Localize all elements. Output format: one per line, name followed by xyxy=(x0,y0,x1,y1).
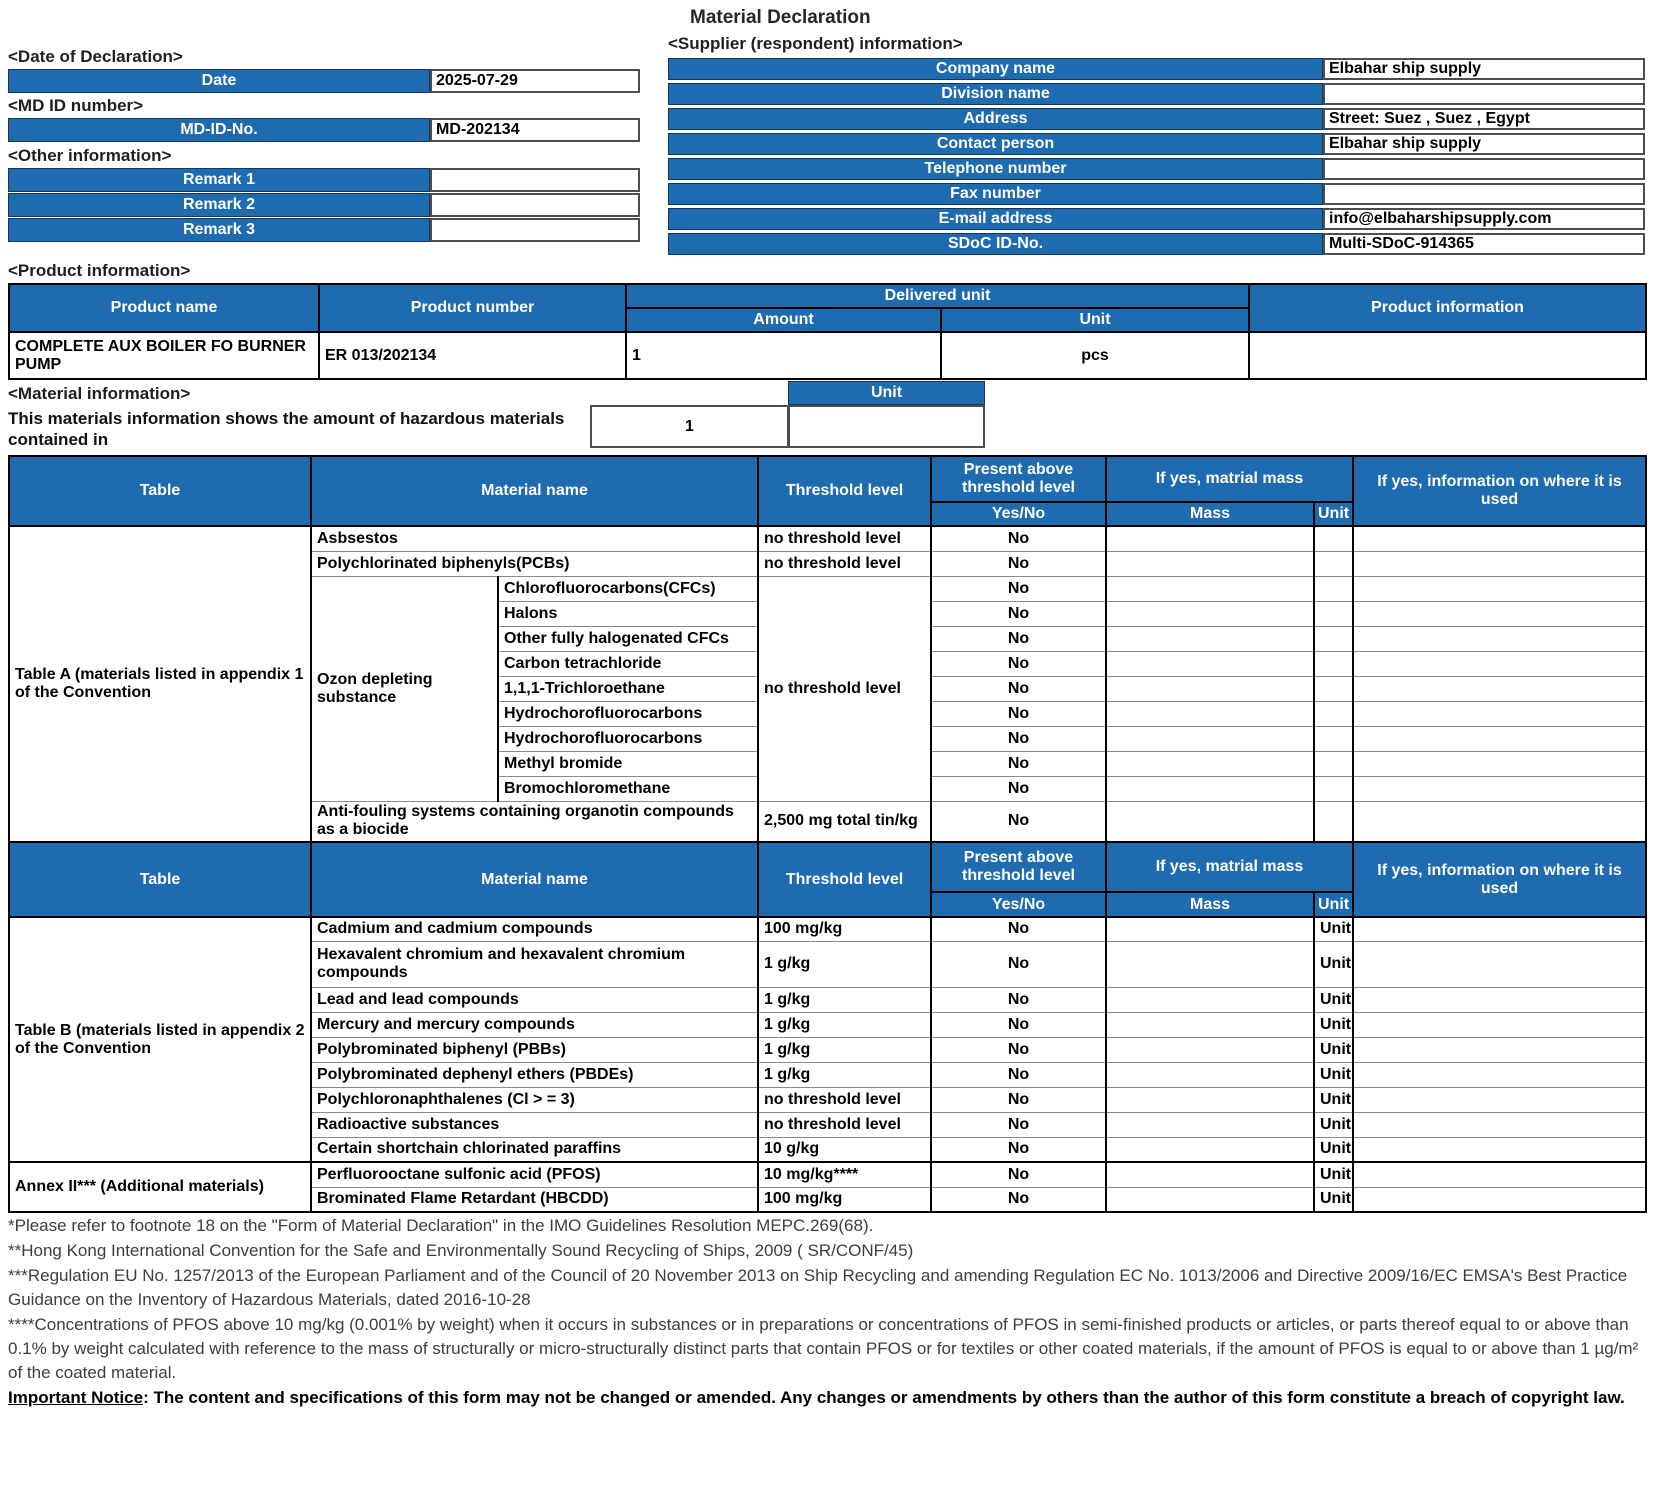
mass-unit-cell xyxy=(1314,651,1353,676)
mass-cell xyxy=(1106,1012,1314,1037)
usage-cell xyxy=(1353,651,1646,676)
mass-unit-cell xyxy=(1314,626,1353,651)
product-number-cell: ER 013/202134 xyxy=(319,332,626,379)
product-number-header: Product number xyxy=(319,284,626,332)
threshold-cell: 2,500 mg total tin/kg xyxy=(758,801,931,842)
material-name-cell: Perfluorooctane sulfonic acid (PFOS) xyxy=(311,1162,758,1187)
present-cell: No xyxy=(931,776,1106,801)
mass-cell xyxy=(1106,1037,1314,1062)
important-notice-text: : The content and specifications of this form may not be changed or amended. Any changes or amendments by others than the author of this form constitute a breach of copyright law. xyxy=(143,1388,1625,1407)
usage-cell xyxy=(1353,751,1646,776)
mass-cell xyxy=(1106,726,1314,751)
mass-cell xyxy=(1106,1112,1314,1137)
mass-unit-cell xyxy=(1314,801,1353,842)
mass-unit-cell xyxy=(1314,676,1353,701)
product-info-header: Product information xyxy=(1249,284,1646,332)
material-name-cell: Anti-fouling systems containing organotin compounds as a biocide xyxy=(311,801,758,842)
date-row xyxy=(8,69,640,93)
material-info-description: This materials information shows the amount of hazardous materials contained in xyxy=(8,409,565,449)
mass-unit-cell: Unit xyxy=(1314,1187,1353,1212)
mass-cell xyxy=(1106,776,1314,801)
division-name-key: Division name xyxy=(668,83,1323,105)
material-name-cell: Halons xyxy=(498,601,758,626)
material-name-cell: Hydrochorofluorocarbons xyxy=(498,726,758,751)
material-unit-cell xyxy=(788,405,985,448)
product-section-label: <Product information> xyxy=(8,261,191,280)
col-header-mass-group: If yes, matrial mass xyxy=(1106,456,1353,502)
usage-cell xyxy=(1353,726,1646,751)
date-value: 2025-07-29 xyxy=(430,69,640,93)
mass-cell xyxy=(1106,1087,1314,1112)
footnote-3: ***Regulation EU No. 1257/2013 of the European Parliament and of the Council of 20 November 2013 on Ship Recycling and amending Regulation EC No. 1013/2006 and Directive 2009/16/EC EMSA's Best Practice Guidance on the Inventory of Hazardous Materials, dated 2016-10-28 xyxy=(8,1266,1628,1309)
address-key: Address xyxy=(668,108,1323,130)
supplier-row xyxy=(668,158,1645,180)
material-name-cell: Brominated Flame Retardant (HBCDD) xyxy=(311,1187,758,1212)
present-cell: No xyxy=(931,801,1106,842)
present-cell: No xyxy=(931,917,1106,941)
delivered-unit-header: Delivered unit xyxy=(626,284,1249,308)
mass-cell xyxy=(1106,651,1314,676)
mass-cell xyxy=(1106,551,1314,576)
supplier-row xyxy=(668,58,1645,80)
mass-unit-cell xyxy=(1314,551,1353,576)
threshold-cell: 1 g/kg xyxy=(758,1012,931,1037)
material-name-cell: Radioactive substances xyxy=(311,1112,758,1137)
col-header-unit: Unit xyxy=(1314,892,1353,917)
usage-cell xyxy=(1353,701,1646,726)
usage-cell xyxy=(1353,1137,1646,1162)
date-key: Date xyxy=(8,69,430,93)
mass-unit-cell xyxy=(1314,576,1353,601)
threshold-cell: no threshold level xyxy=(758,1112,931,1137)
present-cell: No xyxy=(931,1187,1106,1212)
col-header-material: Material name xyxy=(311,842,758,917)
usage-cell xyxy=(1353,1037,1646,1062)
supplier-section-label: <Supplier (respondent) information> xyxy=(668,34,963,53)
mass-cell xyxy=(1106,676,1314,701)
usage-cell xyxy=(1353,1087,1646,1112)
material-name-cell: Polychloronaphthalenes (Cl > = 3) xyxy=(311,1087,758,1112)
sdoc-id-key: SDoC ID-No. xyxy=(668,233,1323,255)
md-id-value: MD-202134 xyxy=(430,118,640,142)
telephone-key: Telephone number xyxy=(668,158,1323,180)
supplier-row xyxy=(668,233,1645,255)
present-cell: No xyxy=(931,676,1106,701)
supplier-row xyxy=(668,108,1645,130)
md-section-label: <MD ID number> xyxy=(8,96,144,115)
material-unit-header: Unit xyxy=(788,381,985,405)
col-header-mass-group: If yes, matrial mass xyxy=(1106,842,1353,892)
mass-unit-cell xyxy=(1314,701,1353,726)
company-name-value: Elbahar ship supply xyxy=(1323,58,1645,80)
supplier-row xyxy=(668,183,1645,205)
mass-cell xyxy=(1106,941,1314,987)
contact-person-value: Elbahar ship supply xyxy=(1323,133,1645,155)
telephone-value xyxy=(1323,158,1645,180)
col-header-threshold: Threshold level xyxy=(758,456,931,526)
present-cell: No xyxy=(931,987,1106,1012)
amount-header: Amount xyxy=(626,308,941,332)
present-cell: No xyxy=(931,551,1106,576)
mass-unit-cell: Unit xyxy=(1314,1012,1353,1037)
present-cell: No xyxy=(931,1162,1106,1187)
other-section-label: <Other information> xyxy=(8,146,172,165)
md-id-key: MD-ID-No. xyxy=(8,118,430,142)
remark-3-value xyxy=(430,218,640,242)
present-cell: No xyxy=(931,941,1106,987)
email-value: info@elbaharshipsupply.com xyxy=(1323,208,1645,230)
present-cell: No xyxy=(931,576,1106,601)
col-header-mass: Mass xyxy=(1106,892,1314,917)
mass-cell xyxy=(1106,701,1314,726)
threshold-cell: 1 g/kg xyxy=(758,1062,931,1087)
supplier-table xyxy=(668,58,1645,258)
material-name-cell: Certain shortchain chlorinated paraffins xyxy=(311,1137,758,1162)
present-cell: No xyxy=(931,751,1106,776)
mass-cell xyxy=(1106,601,1314,626)
remark-2-key: Remark 2 xyxy=(8,193,430,217)
col-header-present: Present above threshold level xyxy=(931,842,1106,892)
col-header-usage: If yes, information on where it is used xyxy=(1353,456,1646,526)
remark-row xyxy=(8,218,640,242)
footnote-1: *Please refer to footnote 18 on the "Form of Material Declaration" in the IMO Guidelines Resolution MEPC.269(68). xyxy=(8,1216,874,1235)
mass-cell xyxy=(1106,917,1314,941)
present-cell: No xyxy=(931,1037,1106,1062)
sdoc-id-value: Multi-SDoC-914365 xyxy=(1323,233,1645,255)
mass-unit-cell: Unit xyxy=(1314,1062,1353,1087)
mass-unit-cell: Unit xyxy=(1314,1037,1353,1062)
footnote-4: ****Concentrations of PFOS above 10 mg/kg (0.001% by weight) when it occurs in substances or in preparations or concentrations of PFOS in semi-finished products or articles, or parts thereof equal to or above than 0.1% by weight calculated with reference to the mass of structurally or micro-structurally distinct parts that contain PFOS or for textiles or other coated materials, if the amount of PFOS is equal to or above than 1 µg/m² of the coated material. xyxy=(8,1315,1639,1382)
usage-cell xyxy=(1353,1162,1646,1187)
material-name-cell: Polybrominated dephenyl ethers (PBDEs) xyxy=(311,1062,758,1087)
usage-cell xyxy=(1353,626,1646,651)
material-name-cell: Polybrominated biphenyl (PBBs) xyxy=(311,1037,758,1062)
material-name-cell: Lead and lead compounds xyxy=(311,987,758,1012)
col-header-yesno: Yes/No xyxy=(931,502,1106,526)
mass-unit-cell xyxy=(1314,776,1353,801)
col-header-usage: If yes, information on where it is used xyxy=(1353,842,1646,917)
threshold-cell: no threshold level xyxy=(758,576,931,801)
threshold-cell: no threshold level xyxy=(758,551,931,576)
present-cell: No xyxy=(931,701,1106,726)
mass-unit-cell: Unit xyxy=(1314,917,1353,941)
mass-unit-cell: Unit xyxy=(1314,1112,1353,1137)
material-name-cell: Cadmium and cadmium compounds xyxy=(311,917,758,941)
remark-row xyxy=(8,168,640,192)
contact-person-key: Contact person xyxy=(668,133,1323,155)
material-amount-cell: 1 xyxy=(590,405,789,448)
mass-unit-cell xyxy=(1314,751,1353,776)
remark-1-key: Remark 1 xyxy=(8,168,430,192)
fax-key: Fax number xyxy=(668,183,1323,205)
material-name-cell: Mercury and mercury compounds xyxy=(311,1012,758,1037)
fax-value xyxy=(1323,183,1645,205)
usage-cell xyxy=(1353,917,1646,941)
mass-unit-cell xyxy=(1314,726,1353,751)
material-name-cell: Hydrochorofluorocarbons xyxy=(498,701,758,726)
present-cell: No xyxy=(931,1062,1106,1087)
mass-unit-cell: Unit xyxy=(1314,1137,1353,1162)
mass-cell xyxy=(1106,751,1314,776)
product-info-cell xyxy=(1249,332,1646,379)
col-header-present: Present above threshold level xyxy=(931,456,1106,502)
material-table xyxy=(8,455,1647,1213)
present-cell: No xyxy=(931,601,1106,626)
amount-cell: 1 xyxy=(626,332,941,379)
threshold-cell: 1 g/kg xyxy=(758,987,931,1012)
address-value: Street: Suez , Suez , Egypt xyxy=(1323,108,1645,130)
mass-cell xyxy=(1106,576,1314,601)
mass-cell xyxy=(1106,626,1314,651)
material-name-cell: Carbon tetrachloride xyxy=(498,651,758,676)
supplier-row xyxy=(668,83,1645,105)
product-name-cell: COMPLETE AUX BOILER FO BURNER PUMP xyxy=(9,332,319,379)
usage-cell xyxy=(1353,1112,1646,1137)
mass-cell xyxy=(1106,1062,1314,1087)
usage-cell xyxy=(1353,676,1646,701)
present-cell: No xyxy=(931,1137,1106,1162)
mass-unit-cell: Unit xyxy=(1314,941,1353,987)
threshold-cell: no threshold level xyxy=(758,526,931,551)
material-name-cell: 1,1,1-Trichloroethane xyxy=(498,676,758,701)
present-cell: No xyxy=(931,1112,1106,1137)
present-cell: No xyxy=(931,726,1106,751)
ozone-group-label: Ozon depleting substance xyxy=(311,576,498,801)
mass-cell xyxy=(1106,987,1314,1012)
usage-cell xyxy=(1353,576,1646,601)
usage-cell xyxy=(1353,551,1646,576)
supplier-row xyxy=(668,208,1645,230)
usage-cell xyxy=(1353,987,1646,1012)
col-header-threshold: Threshold level xyxy=(758,842,931,917)
threshold-cell: 10 mg/kg**** xyxy=(758,1162,931,1187)
annex-label: Annex II*** (Additional materials) xyxy=(9,1162,311,1212)
material-name-cell: Other fully halogenated CFCs xyxy=(498,626,758,651)
material-name-cell: Polychlorinated biphenyls(PCBs) xyxy=(311,551,758,576)
remark-3-key: Remark 3 xyxy=(8,218,430,242)
col-header-table: Table xyxy=(9,456,311,526)
usage-cell xyxy=(1353,1012,1646,1037)
material-section-label: <Material information> xyxy=(8,384,191,403)
threshold-cell: 100 mg/kg xyxy=(758,917,931,941)
material-name-cell: Asbsestos xyxy=(311,526,758,551)
material-name-cell: Methyl bromide xyxy=(498,751,758,776)
material-name-cell: Bromochloromethane xyxy=(498,776,758,801)
md-id-row xyxy=(8,118,640,142)
threshold-cell: no threshold level xyxy=(758,1087,931,1112)
remark-1-value xyxy=(430,168,640,192)
usage-cell xyxy=(1353,1187,1646,1212)
important-notice xyxy=(8,1386,1649,1410)
remark-row xyxy=(8,193,640,217)
mass-unit-cell: Unit xyxy=(1314,1087,1353,1112)
email-key: E-mail address xyxy=(668,208,1323,230)
mass-unit-cell: Unit xyxy=(1314,987,1353,1012)
threshold-cell: 1 g/kg xyxy=(758,941,931,987)
mass-unit-cell xyxy=(1314,526,1353,551)
threshold-cell: 100 mg/kg xyxy=(758,1187,931,1212)
mass-unit-cell xyxy=(1314,601,1353,626)
product-table xyxy=(8,283,1647,380)
unit-header: Unit xyxy=(941,308,1249,332)
mass-cell xyxy=(1106,1162,1314,1187)
mass-cell xyxy=(1106,1187,1314,1212)
footnotes xyxy=(8,1214,1649,1411)
usage-cell xyxy=(1353,776,1646,801)
threshold-cell: 1 g/kg xyxy=(758,1037,931,1062)
date-section-label: <Date of Declaration> xyxy=(8,47,183,66)
company-name-key: Company name xyxy=(668,58,1323,80)
mass-cell xyxy=(1106,1137,1314,1162)
material-name-cell: Hexavalent chromium and hexavalent chromium compounds xyxy=(311,941,758,987)
present-cell: No xyxy=(931,626,1106,651)
footnote-2: **Hong Kong International Convention for the Safe and Environmentally Sound Recycling of Ships, 2009 ( SR/CONF/45) xyxy=(8,1241,914,1260)
col-header-material: Material name xyxy=(311,456,758,526)
present-cell: No xyxy=(931,1012,1106,1037)
important-notice-label: Important Notice xyxy=(8,1388,144,1407)
mass-cell xyxy=(1106,801,1314,842)
usage-cell xyxy=(1353,1062,1646,1087)
table-b-label: Table B (materials listed in appendix 2 of the Convention xyxy=(9,917,311,1162)
threshold-cell: 10 g/kg xyxy=(758,1137,931,1162)
present-cell: No xyxy=(931,1087,1106,1112)
remark-2-value xyxy=(430,193,640,217)
col-header-unit: Unit xyxy=(1314,502,1353,526)
material-name-cell: Chlorofluorocarbons(CFCs) xyxy=(498,576,758,601)
usage-cell xyxy=(1353,801,1646,842)
usage-cell xyxy=(1353,941,1646,987)
mass-unit-cell: Unit xyxy=(1314,1162,1353,1187)
col-header-yesno: Yes/No xyxy=(931,892,1106,917)
mass-cell xyxy=(1106,526,1314,551)
unit-cell: pcs xyxy=(941,332,1249,379)
col-header-mass: Mass xyxy=(1106,502,1314,526)
present-cell: No xyxy=(931,526,1106,551)
supplier-row xyxy=(668,133,1645,155)
table-a-label: Table A (materials listed in appendix 1 of the Convention xyxy=(9,526,311,842)
product-name-header: Product name xyxy=(9,284,319,332)
page-title: Material Declaration xyxy=(690,7,871,28)
present-cell: No xyxy=(931,651,1106,676)
division-name-value xyxy=(1323,83,1645,105)
col-header-table: Table xyxy=(9,842,311,917)
usage-cell xyxy=(1353,526,1646,551)
usage-cell xyxy=(1353,601,1646,626)
